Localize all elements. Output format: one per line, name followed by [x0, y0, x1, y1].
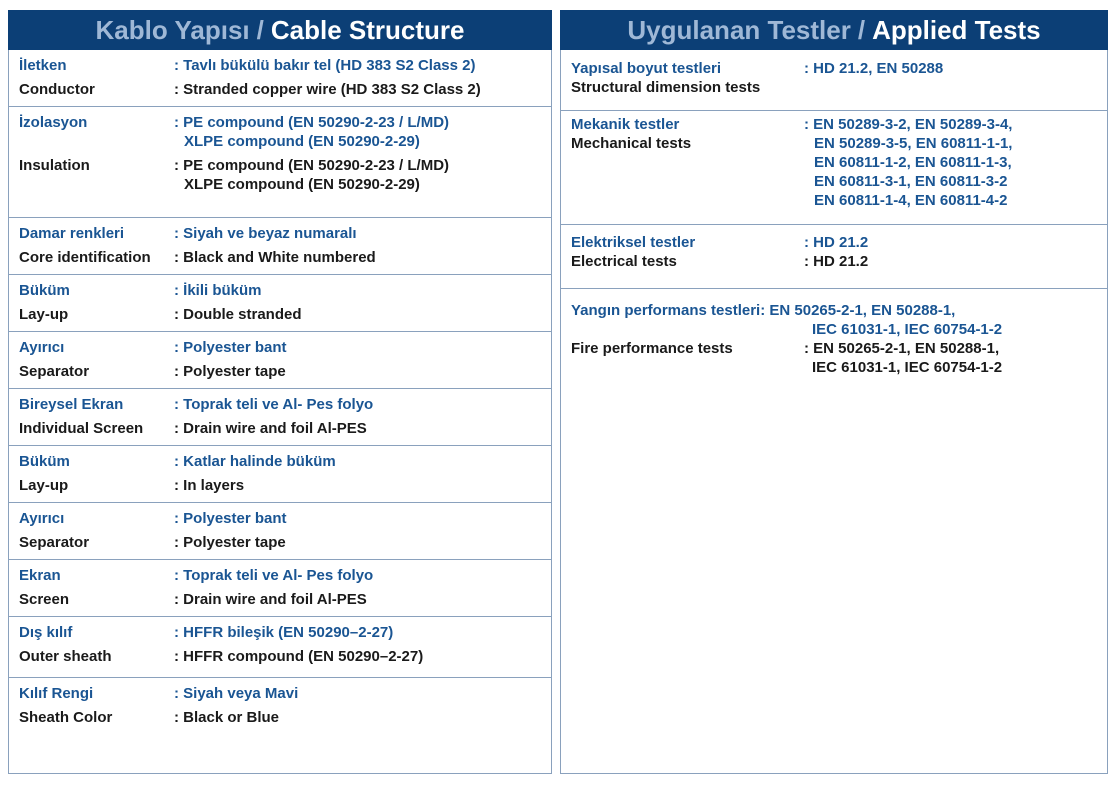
value-line: EN 50289-3-5, EN 60811-1-1, — [814, 135, 1013, 152]
tr-value: IEC 61031-1, IEC 60754-1-2 — [812, 321, 1003, 338]
tr-value: : Siyah veya Mavi — [174, 685, 299, 702]
tr-value: : Tavlı bükülü bakır tel (HD 383 S2 Class 2) — [174, 57, 476, 74]
en-value: XLPE compound (EN 50290-2-29) — [184, 176, 420, 193]
tr-value: : HFFR bileşik (EN 50290–2-27) — [174, 624, 394, 641]
tr-label: Yapısal boyut testleri — [571, 60, 722, 77]
en-value: : Drain wire and foil Al-PES — [174, 591, 367, 608]
en-label: Outer sheath — [19, 648, 112, 665]
electrical-tests-section — [561, 225, 1107, 289]
cable-structure-list — [8, 50, 552, 774]
tr-label: Bireysel Ekran — [19, 396, 124, 413]
structure-section — [9, 678, 551, 732]
en-label: Separator — [19, 534, 90, 551]
en-value: : Polyester tape — [174, 534, 286, 551]
tr-label: Ayırıcı — [19, 510, 65, 527]
en-label: Individual Screen — [19, 420, 144, 437]
structure-section — [9, 275, 551, 332]
tr-value: : Katlar halinde büküm — [174, 453, 336, 470]
tr-value: : EN 50265-2-1, EN 50288-1, — [760, 302, 956, 319]
en-label: Lay-up — [19, 306, 69, 323]
tr-label: Büküm — [19, 282, 70, 299]
en-label: Screen — [19, 591, 70, 608]
structure-section — [9, 107, 551, 218]
structure-section — [9, 503, 551, 560]
en-value: : Polyester tape — [174, 363, 286, 380]
structure-section — [9, 617, 551, 678]
structural-tests-section — [561, 50, 1107, 111]
tr-value: XLPE compound (EN 50290-2-29) — [184, 133, 420, 150]
header-title-en: Cable Structure — [270, 14, 465, 45]
structure-section — [9, 332, 551, 389]
en-label: Fire performance tests — [571, 340, 733, 357]
tr-value: : Toprak teli ve Al- Pes folyo — [174, 396, 374, 413]
value-line: : EN 50289-3-2, EN 50289-3-4, — [804, 116, 1013, 133]
en-label: Sheath Color — [19, 709, 113, 726]
en-label: Conductor — [19, 81, 95, 98]
tr-value: : Polyester bant — [174, 339, 287, 356]
tr-label: İletken — [19, 57, 67, 74]
en-label: Lay-up — [19, 477, 69, 494]
en-label: Electrical tests — [571, 253, 677, 270]
applied-tests-list — [560, 50, 1108, 774]
tr-label: Mekanik testler — [571, 116, 680, 133]
value-line: EN 60811-1-2, EN 60811-1-3, — [814, 154, 1012, 171]
tr-label: Dış kılıf — [19, 624, 73, 641]
en-value: : Black and White numbered — [174, 249, 376, 266]
fire-tests-section — [561, 289, 1107, 382]
header-slash: / — [857, 14, 866, 45]
applied-tests-header — [560, 10, 1108, 50]
tr-value: : Polyester bant — [174, 510, 287, 527]
en-label: Structural dimension tests — [571, 79, 761, 96]
header-title-tr: Uygulanan Testler — [627, 14, 851, 45]
tr-value: : HD 21.2 — [804, 234, 869, 251]
tr-label: Ekran — [19, 567, 61, 584]
en-value: : PE compound (EN 50290-2-23 / L/MD) — [174, 157, 450, 174]
en-value: : Stranded copper wire (HD 383 S2 Class 2) — [174, 81, 481, 98]
en-value: : Black or Blue — [174, 709, 280, 726]
en-label: Insulation — [19, 157, 90, 174]
tr-label: Damar renkleri — [19, 225, 125, 242]
tr-value: : İkili büküm — [174, 282, 262, 299]
value-line: EN 60811-1-4, EN 60811-4-2 — [814, 192, 1008, 209]
en-value: : Drain wire and foil Al-PES — [174, 420, 367, 437]
tr-label: Elektriksel testler — [571, 234, 696, 251]
structure-section — [9, 50, 551, 107]
tr-label: Büküm — [19, 453, 70, 470]
header-slash: / — [256, 14, 264, 45]
en-label: Mechanical tests — [571, 135, 692, 152]
tr-label: Yangın performans testleri — [571, 302, 761, 319]
value-line: EN 60811-3-1, EN 60811-3-2 — [814, 173, 1008, 190]
en-value: : In layers — [174, 477, 245, 494]
tr-label: İzolasyon — [19, 114, 88, 131]
en-value: : HD 21.2 — [804, 253, 869, 270]
tr-value: : Toprak teli ve Al- Pes folyo — [174, 567, 374, 584]
en-value: : Double stranded — [174, 306, 302, 323]
tr-value: : HD 21.2, EN 50288 — [804, 60, 944, 77]
tr-label: Kılıf Rengi — [19, 685, 94, 702]
structure-section — [9, 560, 551, 617]
tr-value: : PE compound (EN 50290-2-23 / L/MD) — [174, 114, 450, 131]
en-value: : EN 50265-2-1, EN 50288-1, — [804, 340, 1000, 357]
header-title-en: Applied Tests — [872, 14, 1041, 45]
tr-value: : Siyah ve beyaz numaralı — [174, 225, 357, 242]
header-title-tr: Kablo Yapısı — [95, 14, 250, 45]
tr-label: Ayırıcı — [19, 339, 65, 356]
cable-structure-header — [8, 10, 552, 50]
cable-structure-panel — [8, 10, 552, 774]
structure-section — [9, 389, 551, 446]
en-value: : HFFR compound (EN 50290–2-27) — [174, 648, 424, 665]
applied-tests-panel — [560, 10, 1108, 774]
en-value: IEC 61031-1, IEC 60754-1-2 — [812, 359, 1003, 376]
en-label: Core identification — [19, 249, 151, 266]
structure-section — [9, 218, 551, 275]
en-label: Separator — [19, 363, 90, 380]
structure-section — [9, 446, 551, 503]
mechanical-tests-section — [561, 111, 1107, 225]
